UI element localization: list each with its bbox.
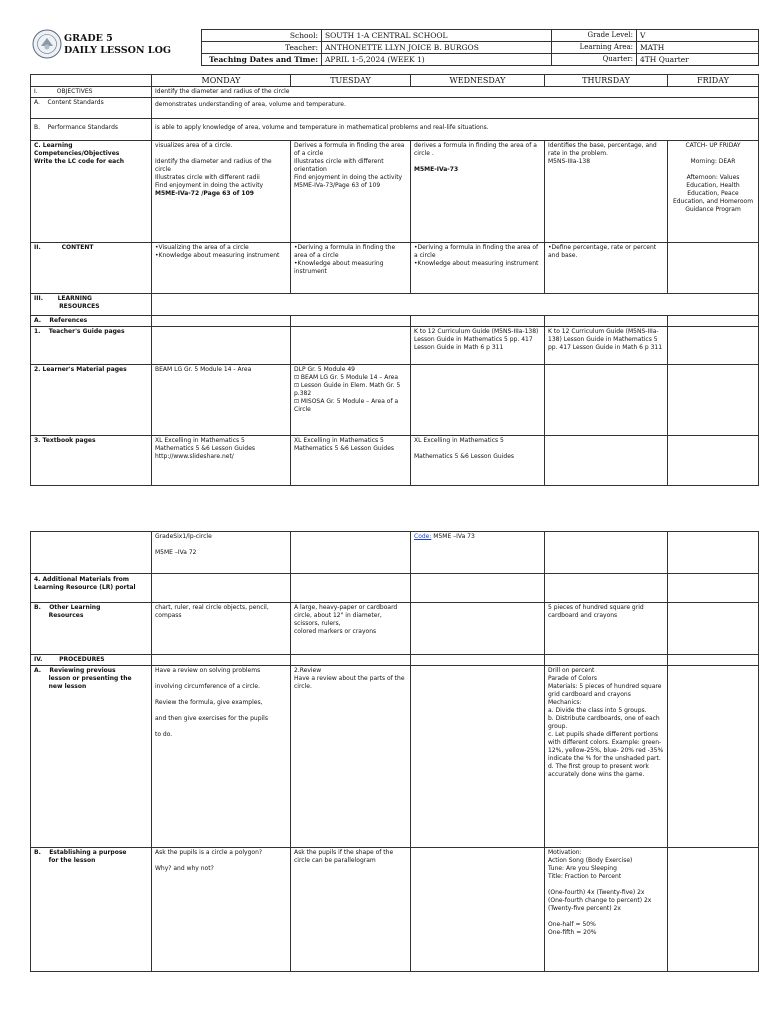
continued-friday — [668, 532, 759, 574]
teachers-guide-label: 1. Teacher's Guide pages — [31, 327, 152, 365]
competencies-wednesday — [411, 141, 545, 243]
learners-material-wednesday — [411, 365, 545, 436]
procedures-label: IV. PROCEDURES — [31, 655, 152, 666]
day-thursday: THURSDAY — [545, 75, 668, 87]
other-resources-wednesday — [411, 603, 545, 655]
purpose-wednesday — [411, 848, 545, 972]
references-monday — [152, 316, 291, 327]
day-friday: FRIDAY — [668, 75, 759, 87]
dates-label: Teaching Dates and Time: — [202, 54, 322, 66]
textbook-thursday — [545, 436, 668, 486]
additional-materials-thursday — [545, 574, 668, 603]
grade-level-value: V — [637, 30, 759, 42]
additional-materials-friday — [668, 574, 759, 603]
doc-title — [64, 33, 171, 57]
doc-title-grade: GRADE 5 — [64, 33, 113, 44]
review-thursday: Drill on percent Parade of Colors Materials: 5 pieces of hundred square grid cardboard and crayons Mechanics: a. Divide the class into 5 groups. b. Distribute cardboards, one of each group. c. Let pupils shade different portions with different colors. Example: green-12%, yellow-25%, blue- 20% red -35% indicate the % for the unshaded part. d. The first group to present work accurately done wins the game. — [545, 666, 668, 848]
teachers-guide-thursday: K to 12 Curriculum Guide (M5NS-IIIa-138) Lesson Guide in Mathematics 5 pp. 417 Lesson Guide in Math 6 p 311 — [545, 327, 668, 365]
continued-label — [31, 532, 152, 574]
school-label: School: — [202, 30, 322, 42]
content-friday — [668, 243, 759, 294]
references-tuesday — [291, 316, 411, 327]
doc-title-log: DAILY LESSON LOG — [64, 45, 171, 56]
teachers-guide-wednesday: K to 12 Curriculum Guide (M5NS-IIIa-138) Lesson Guide in Mathematics 5 pp. 417 Lesson Guide in Math 6 p 311 — [411, 327, 545, 365]
content-monday: •Visualizing the area of a circle •Knowledge about measuring instrument — [152, 243, 291, 294]
grade-level-label: Grade Level: — [552, 30, 637, 42]
review-monday: Have a review on solving problems involving circumference of a circle. Review the formula, give examples, and then give exercises for the pupils to do. — [152, 666, 291, 848]
performance-standards-text: is able to apply knowledge of area, volume and temperature in mathematical problems and real-life situations. — [152, 119, 759, 141]
dll-table-page2 — [30, 531, 759, 972]
competencies-label: C. Learning Competencies/Objectives Write the LC code for each — [31, 141, 152, 243]
procedures-wednesday — [411, 655, 545, 666]
day-tuesday: TUESDAY — [291, 75, 411, 87]
objectives-text: Identify the diameter and radius of the circle — [152, 87, 759, 98]
other-resources-thursday: 5 pieces of hundred square grid cardboard and crayons — [545, 603, 668, 655]
purpose-label: B. Establishing a purpose for the lesson — [31, 848, 152, 972]
competencies-tuesday: Derives a formula in finding the area of a circle Illustrates circle with different orientation Find enjoyment in doing the activity M5ME-IVa-73/Page 63 of 109 — [291, 141, 411, 243]
performance-standards-row — [31, 119, 759, 141]
days-header-row — [31, 75, 759, 87]
teacher-label: Teacher: — [202, 42, 322, 54]
textbook-label: 3. Textbook pages — [31, 436, 152, 486]
content-standards-text: demonstrates understanding of area, volume and temperature. — [152, 98, 759, 119]
textbook-wednesday: XL Excelling in Mathematics 5 Mathematics 5 &6 Lesson Guides — [411, 436, 545, 486]
teachers-guide-row — [31, 327, 759, 365]
additional-materials-monday — [152, 574, 291, 603]
teacher-value: ANTHONETTE LLYN JOICE B. BURGOS — [322, 42, 552, 54]
teachers-guide-monday — [152, 327, 291, 365]
procedures-monday — [152, 655, 291, 666]
day-wednesday: WEDNESDAY — [411, 75, 545, 87]
purpose-friday — [668, 848, 759, 972]
other-resources-monday: chart, ruler, real circle objects, pencil, compass — [152, 603, 291, 655]
competencies-wednesday-code: M5ME-IVa-73 — [414, 166, 459, 173]
other-resources-tuesday: A large, heavy-paper or cardboard circle, about 12" in diameter, scissors, rulers, colored markers or crayons — [291, 603, 411, 655]
content-wednesday: •Deriving a formula in finding the area of a circle •Knowledge about measuring instrument — [411, 243, 545, 294]
learners-material-monday: BEAM LG Gr. 5 Module 14 - Area — [152, 365, 291, 436]
references-row — [31, 316, 759, 327]
references-thursday — [545, 316, 668, 327]
review-wednesday — [411, 666, 545, 848]
additional-materials-row — [31, 574, 759, 603]
competencies-row — [31, 141, 759, 243]
competencies-friday: CATCH- UP FRIDAY Morning: DEAR Afternoon: Values Education, Health Education, Peace Education, and Homeroom Guidance Program — [668, 141, 759, 243]
learners-material-label: 2. Learner's Material pages — [31, 365, 152, 436]
objectives-label: I. OBJECTIVES — [31, 87, 152, 98]
day-monday: MONDAY — [152, 75, 291, 87]
code-link[interactable]: Code: — [414, 533, 432, 540]
continued-tuesday — [291, 532, 411, 574]
additional-materials-label: 4. Additional Materials from Learning Resource (LR) portal — [31, 574, 152, 603]
learners-material-thursday — [545, 365, 668, 436]
corner-cell — [31, 75, 152, 87]
review-label: A. Reviewing previous lesson or presenting the new lesson — [31, 666, 152, 848]
teachers-guide-friday — [668, 327, 759, 365]
additional-materials-wednesday — [411, 574, 545, 603]
procedures-row — [31, 655, 759, 666]
textbook-tuesday: XL Excelling in Mathematics 5 Mathematics 5 &6 Lesson Guides — [291, 436, 411, 486]
content-standards-label: A. Content Standards — [31, 98, 152, 119]
learning-area-value: MATH — [637, 42, 759, 54]
references-wednesday — [411, 316, 545, 327]
competencies-monday — [152, 141, 291, 243]
competencies-thursday: Identifies the base, percentage, and rate in the problem. M5NS-IIIa-138 — [545, 141, 668, 243]
quarter-value: 4TH Quarter — [637, 54, 759, 66]
header-info-table — [201, 29, 759, 66]
continued-monday: GradeSix1/lp-circle M5ME –IVa 72 — [152, 532, 291, 574]
procedures-tuesday — [291, 655, 411, 666]
textbook-friday — [668, 436, 759, 486]
procedures-thursday — [545, 655, 668, 666]
other-resources-row — [31, 603, 759, 655]
competencies-monday-code: M5ME-IVa-72 /Page 63 of 109 — [155, 190, 254, 197]
content-row — [31, 243, 759, 294]
learning-area-label: Learning Area: — [552, 42, 637, 54]
learners-material-row — [31, 365, 759, 436]
additional-materials-tuesday — [291, 574, 411, 603]
learners-material-tuesday: DLP Gr. 5 Module 49 ⊡ BEAM LG Gr. 5 Module 14 – Area ⊡ Lesson Guide in Elem. Math Gr. 5 p.382 ⊡ MISOSA Gr. 5 Module – Area of a Circle — [291, 365, 411, 436]
review-row — [31, 666, 759, 848]
other-resources-friday — [668, 603, 759, 655]
competencies-wednesday-text: derives a formula in finding the area of a circle . — [414, 142, 537, 157]
other-resources-label: B. Other Learning Resources — [31, 603, 152, 655]
textbook-monday: XL Excelling in Mathematics 5 Mathematics 5 &6 Lesson Guides http://www.slideshare.net/ — [152, 436, 291, 486]
continued-wednesday-code: M5ME –IVa 73 — [431, 533, 475, 540]
competencies-monday-text: visualizes area of a circle. Identify the diameter and radius of the circle Illustrates circle with different radii Find enjoyment in doing the activity — [155, 142, 272, 189]
dates-value: APRIL 1-5,2024 (WEEK 1) — [322, 54, 552, 66]
references-friday — [668, 316, 759, 327]
content-tuesday: •Deriving a formula in finding the area of a circle •Knowledge about measuring instrument — [291, 243, 411, 294]
learning-resources-row — [31, 294, 759, 316]
procedures-friday — [668, 655, 759, 666]
purpose-monday: Ask the pupils is a circle a polygon? Why? and why not? — [152, 848, 291, 972]
content-standards-row — [31, 98, 759, 119]
purpose-row — [31, 848, 759, 972]
references-label: A. References — [31, 316, 152, 327]
teachers-guide-tuesday — [291, 327, 411, 365]
continued-thursday — [545, 532, 668, 574]
continued-wednesday — [411, 532, 545, 574]
content-thursday: •Define percentage, rate or percent and base. — [545, 243, 668, 294]
deped-seal-icon — [32, 29, 62, 59]
performance-standards-label: B. Performance Standards — [31, 119, 152, 141]
quarter-label: Quarter: — [552, 54, 637, 66]
objectives-row — [31, 87, 759, 98]
purpose-tuesday: Ask the pupils if the shape of the circle can be parallelogram — [291, 848, 411, 972]
review-tuesday: 2.Review Have a review about the parts of the circle. — [291, 666, 411, 848]
purpose-thursday: Motivation: Action Song (Body Exercise) Tune: Are you Sleeping Title: Fraction to Percent (One-fourth) 4x (Twenty-five) 2x (One-fourth change to percent) 2x (Twenty-five percent) 2x One-half = 50% One-fifth = 20% — [545, 848, 668, 972]
school-value: SOUTH 1-A CENTRAL SCHOOL — [322, 30, 552, 42]
continued-row — [31, 532, 759, 574]
learners-material-friday — [668, 365, 759, 436]
learning-resources-label: III. LEARNING RESOURCES — [31, 294, 152, 316]
review-friday — [668, 666, 759, 848]
learning-resources-blank — [152, 294, 759, 316]
textbook-row — [31, 436, 759, 486]
dll-table-page1 — [30, 74, 759, 486]
content-label: II. CONTENT — [31, 243, 152, 294]
